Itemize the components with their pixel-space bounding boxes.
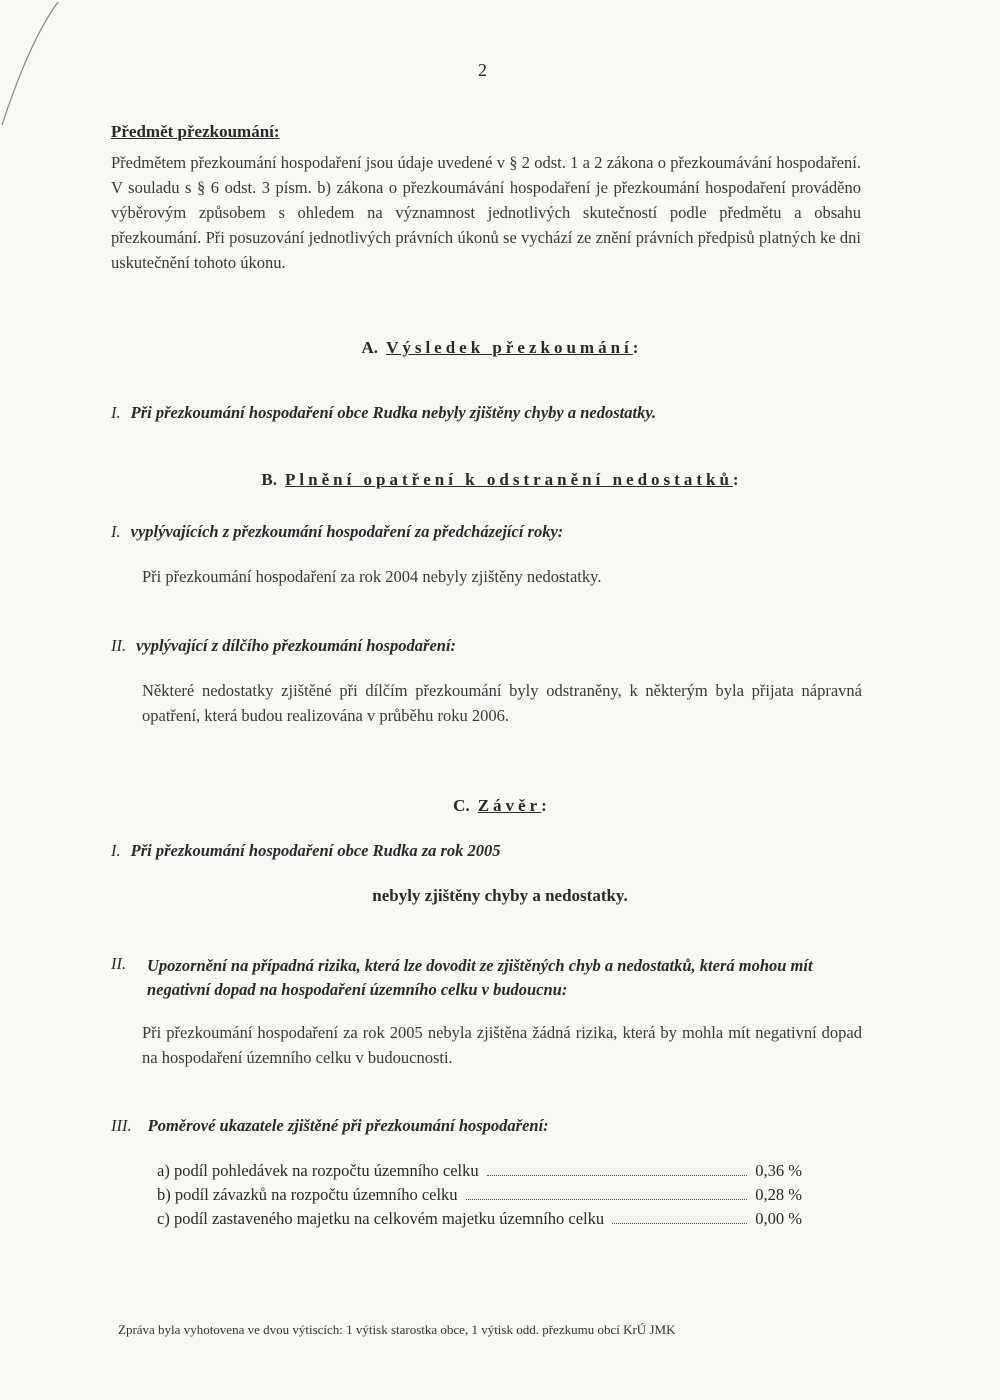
- indicator-row: [157, 1161, 802, 1181]
- section-b-item1-roman: I.: [111, 522, 121, 541]
- section-b-item2: [111, 636, 456, 656]
- indicator-row: [157, 1185, 802, 1205]
- footer-note: Zpráva byla vyhotovena ve dvou výtiscích: 1 výtisk starostka obce, 1 výtisk odd. přezkumu obcí KrÚ JMK: [118, 1322, 676, 1337]
- indicator-value: 0,36 %: [755, 1161, 802, 1180]
- section-b-item1-text: Při přezkoumání hospodaření za rok 2004 nebyly zjištěny nedostatky.: [142, 567, 602, 586]
- indicator-label: b) podíl závazků na rozpočtu územního celku: [157, 1185, 458, 1204]
- page-number: 2: [478, 60, 487, 80]
- section-b-item1-title: vyplývajících z přezkoumání hospodaření za předcházející roky:: [130, 522, 564, 541]
- section-b-heading: [0, 470, 1000, 490]
- section-c-item1-title: Při přezkoumání hospodaření obce Rudka za rok 2005: [130, 841, 501, 860]
- section-a-item: [111, 403, 656, 423]
- section-c-item3-roman: III.: [111, 1116, 132, 1135]
- indicator-row: [157, 1209, 802, 1229]
- section-a-item-text: Při přezkoumání hospodaření obce Rudka nebyly zjištěny chyby a nedostatky.: [130, 403, 657, 422]
- section-c-item2-roman: II.: [111, 954, 127, 973]
- section-b-item2-roman: II.: [111, 636, 127, 655]
- section-b-colon: :: [732, 470, 739, 489]
- subject-paragraph: Předmětem přezkoumání hospodaření jsou údaje uvedené v § 2 odst. 1 a 2 zákona o přezkoumávání hospodaření. V souladu s § 6 odst. 3 písm. b) zákona o přezkoumávání hospodaření je přezkoumání hospodaření prováděno výběrovým způsobem s ohledem na významnost jednotlivých skutečností podle předmětu a obsahu přezkoumání. Při posuzování jednotlivých právních úkonů se vychází ze znění právních předpisů platných ke dni uskutečnění tohoto úkonu.: [111, 153, 861, 272]
- section-a-colon: :: [632, 338, 639, 357]
- section-a-item-roman: I.: [111, 403, 121, 422]
- dot-leader: [487, 1161, 748, 1176]
- dot-leader: [466, 1185, 748, 1200]
- section-c-item3: [111, 1116, 549, 1136]
- section-c-item2-title: Upozornění na případná rizika, která lze dovodit ze zjištěných chyb a nedostatků, která mohou mít negativní dopad na hospodaření územního celku v budoucnu:: [147, 956, 813, 999]
- section-c-item1-result: nebyly zjištěny chyby a nedostatky.: [372, 886, 628, 905]
- section-c-heading: [0, 796, 1000, 816]
- section-c-colon: :: [541, 796, 547, 815]
- section-b-title: Plnění opatření k odstranění nedostatků: [285, 470, 733, 489]
- indicator-value: 0,28 %: [755, 1185, 802, 1204]
- section-c-letter: C.: [453, 796, 470, 815]
- section-b-item2-text: Některé nedostatky zjištěné při dílčím přezkoumání byly odstraněny, k některým byla přijata nápravná opatření, která budou realizována v průběhu roku 2006.: [142, 681, 862, 725]
- section-c-item1: [111, 841, 501, 861]
- section-c-item3-title: Poměrové ukazatele zjištěné při přezkoumání hospodaření:: [147, 1116, 549, 1135]
- section-a-letter: A.: [361, 338, 379, 357]
- section-b-letter: B.: [261, 470, 278, 489]
- section-c-item2: [111, 954, 871, 1002]
- section-a-title: Výsledek přezkoumání: [386, 338, 633, 357]
- section-c-title: Závěr: [477, 796, 542, 815]
- section-b-item1: [111, 522, 563, 542]
- section-a-heading: [0, 338, 1000, 358]
- section-b-item2-title: vyplývající z dílčího přezkoumání hospodaření:: [136, 636, 457, 655]
- indicator-label: a) podíl pohledávek na rozpočtu územního celku: [157, 1161, 479, 1180]
- section-c-item2-text: Při přezkoumání hospodaření za rok 2005 nebyla zjištěna žádná rizika, která by mohla mít negativní dopad na hospodaření územního celku v budoucnosti.: [142, 1023, 862, 1067]
- indicator-label: c) podíl zastaveného majetku na celkovém majetku územního celku: [157, 1209, 605, 1228]
- subject-heading: Předmět přezkoumání:: [111, 122, 280, 141]
- section-c-item1-roman: I.: [111, 841, 121, 860]
- dot-leader: [612, 1209, 747, 1224]
- indicator-value: 0,00 %: [755, 1209, 802, 1228]
